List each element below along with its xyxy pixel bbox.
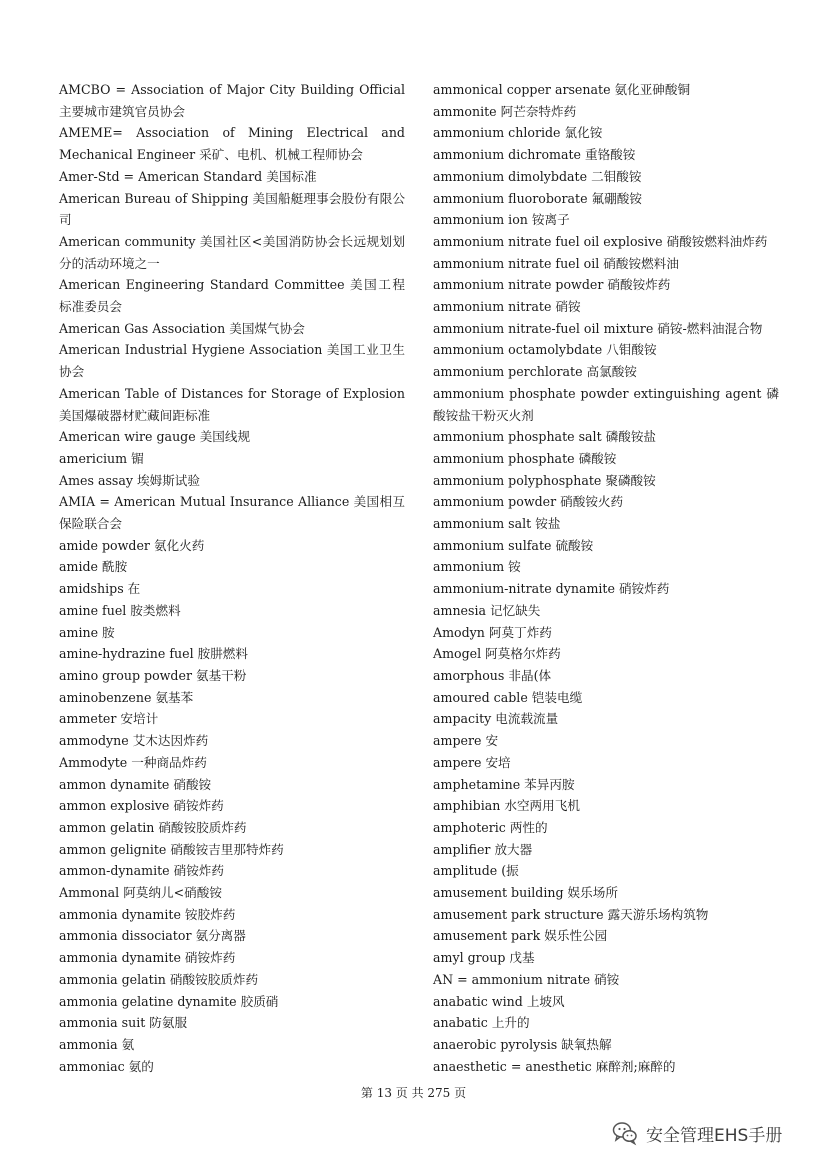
dictionary-entry: amphoteric 两性的 (433, 819, 548, 835)
dictionary-entry: ammonium nitrate-fuel oil mixture 硝铵-燃料油混合物 (433, 320, 763, 336)
right-column (433, 79, 779, 1077)
dictionary-entry: ammonium dichromate 重铬酸铵 (433, 147, 636, 163)
wechat-icon (612, 1120, 638, 1146)
dictionary-entry: ammonium phosphate 磷酸铵 (433, 450, 617, 466)
dictionary-entry: ammodyne 艾木达因炸药 (59, 733, 209, 749)
dictionary-entry: americium 镅 (59, 450, 144, 466)
dictionary-entry: anaerobic pyrolysis 缺氧热解 (433, 1036, 612, 1052)
dictionary-entry: Ames assay 埃姆斯试验 (59, 472, 200, 488)
dictionary-entry: ampacity 电流载流量 (433, 711, 559, 727)
page-number: 第 13 页 共 275 页 (360, 1086, 467, 1100)
dictionary-entry: ammoniac 氨的 (59, 1058, 154, 1074)
dictionary-entry: American Table of Distances for Storage of Explosion 美国爆破器材贮藏间距标准 (59, 385, 405, 423)
dictionary-entry: Ammonal 阿莫纳儿<硝酸铵 (59, 885, 222, 901)
dictionary-entry: anaesthetic = anesthetic 麻醉剂;麻醉的 (433, 1058, 676, 1074)
dictionary-entry: amusement park 娱乐性公园 (433, 928, 608, 944)
dictionary-entry: amorphous 非晶(体 (433, 667, 552, 683)
dictionary-entry: AN = ammonium nitrate 硝铵 (433, 971, 620, 987)
dictionary-entry: American Bureau of Shipping 美国船艇理事会股份有限公司 (59, 190, 405, 228)
dictionary-entry: ammonium phosphate powder extinguishing agent 磷酸铵盐干粉灭火剂 (433, 385, 779, 423)
dictionary-entry: ammon gelignite 硝酸铵吉里那特炸药 (59, 841, 284, 857)
dictionary-entry: American community 美国社区<美国消防协会长远规划划分的活动环境之一 (59, 233, 405, 271)
dictionary-entry: ammonium salt 铵盐 (433, 516, 561, 532)
dictionary-entry: amide 酰胺 (59, 559, 128, 575)
dictionary-entry: aminobenzene 氨基苯 (59, 689, 194, 705)
dictionary-entry: ammonium dimolybdate 二钼酸铵 (433, 168, 642, 184)
dictionary-entry: amoured cable 铠装电缆 (433, 689, 583, 705)
dictionary-entry: ammonia gelatine dynamite 胶质硝 (59, 993, 279, 1009)
dictionary-entry: ampere 安 (433, 733, 499, 749)
dictionary-entry: AMEME= Association of Mining Electrical and Mechanical Engineer 采矿、电机、机械工程师协会 (59, 125, 405, 163)
dictionary-entry: ammonium ion 铵离子 (433, 212, 570, 228)
dictionary-entry: ammonia gelatin 硝酸铵胶质炸药 (59, 971, 259, 987)
dictionary-entry: amine-hydrazine fuel 胺肼燃料 (59, 646, 248, 662)
dictionary-entry: amplifier 放大器 (433, 841, 533, 857)
dictionary-entry: ammonia dissociator 氨分离器 (59, 928, 246, 944)
dictionary-entry: amine fuel 胺类燃料 (59, 602, 181, 618)
dictionary-entry: ammonium phosphate salt 磷酸铵盐 (433, 429, 657, 445)
dictionary-entry: ammonia dynamite 硝铵炸药 (59, 950, 236, 966)
dictionary-entry: ammon dynamite 硝酸铵 (59, 776, 212, 792)
dictionary-entry: amyl group 戊基 (433, 950, 535, 966)
dictionary-entry: anabatic wind 上坡风 (433, 993, 565, 1009)
dictionary-entry: ammonium chloride 氯化铵 (433, 125, 603, 141)
dictionary-entry: ammeter 安培计 (59, 711, 159, 727)
watermark (612, 1118, 782, 1148)
dictionary-entry: ammonium powder 硝酸铵火药 (433, 494, 624, 510)
dictionary-entry: amusement building 娱乐场所 (433, 885, 618, 901)
dictionary-entry: anabatic 上升的 (433, 1015, 530, 1031)
dictionary-entry: ammonium-nitrate dynamite 硝铵炸药 (433, 581, 670, 597)
dictionary-entry: American wire gauge 美国线规 (59, 429, 251, 445)
dictionary-entry: ampere 安培 (433, 754, 511, 770)
dictionary-entry: Ammodyte 一种商品炸药 (59, 754, 207, 770)
dictionary-entry: ammonium nitrate powder 硝酸铵炸药 (433, 277, 671, 293)
dictionary-entry: ammonium octamolybdate 八钼酸铵 (433, 342, 657, 358)
watermark-text: 安全管理EHS手册 (646, 1125, 783, 1146)
dictionary-entry: ammonium nitrate fuel oil 硝酸铵燃料油 (433, 255, 679, 271)
dictionary-entry: amphetamine 苯异丙胺 (433, 776, 575, 792)
dictionary-entry: amide powder 氨化火药 (59, 537, 205, 553)
dictionary-entry: ammon gelatin 硝酸铵胶质炸药 (59, 819, 247, 835)
dictionary-entry: ammonical copper arsenate 氨化亚砷酸铜 (433, 82, 691, 97)
dictionary-entry: ammonium nitrate fuel oil explosive 硝酸铵燃料油炸药 (433, 233, 768, 249)
dictionary-entry: ammon-dynamite 硝铵炸药 (59, 863, 224, 879)
dictionary-entry: AMIA = American Mutual Insurance Alliance 美国相互保险联合会 (59, 494, 405, 532)
dictionary-entry: ammonium nitrate 硝铵 (433, 299, 581, 315)
dictionary-entry: ammonium fluoroborate 氟硼酸铵 (433, 190, 642, 206)
dictionary-entry: amidships 在 (59, 581, 141, 597)
dictionary-entry: amusement park structure 露天游乐场构筑物 (433, 906, 709, 922)
dictionary-entry: ammonium perchlorate 高氯酸铵 (433, 364, 637, 380)
dictionary-entry: Amodyn 阿莫丁炸药 (433, 624, 552, 640)
dictionary-entry: Amogel 阿莫格尔炸药 (433, 646, 561, 662)
left-column (59, 79, 405, 1077)
dictionary-entry: amphibian 水空两用飞机 (433, 798, 580, 814)
dictionary-entry: amnesia 记忆缺失 (433, 602, 541, 618)
dictionary-entry: ammonium polyphosphate 聚磷酸铵 (433, 472, 656, 488)
dictionary-entry: amine 胺 (59, 624, 115, 640)
dictionary-entry: ammonium sulfate 硫酸铵 (433, 537, 594, 553)
dictionary-entry: ammonia suit 防氨服 (59, 1015, 188, 1031)
dictionary-entry: American Industrial Hygiene Association 美国工业卫生协会 (59, 342, 405, 380)
dictionary-entry: ammonite 阿芒奈特炸药 (433, 103, 577, 119)
dictionary-entry: amplitude (振 (433, 863, 519, 879)
dictionary-entry: American Engineering Standard Committee 美国工程标准委员会 (59, 277, 405, 315)
dictionary-entry: American Gas Association 美国煤气协会 (59, 320, 305, 336)
dictionary-entry: amino group powder 氨基干粉 (59, 667, 247, 683)
dictionary-entry: AMCBO = Association of Major City Building Official 主要城市建筑官员协会 (59, 82, 405, 119)
dictionary-entry: ammon explosive 硝铵炸药 (59, 798, 224, 814)
dictionary-entry: ammonia dynamite 铵胶炸药 (59, 906, 236, 922)
dictionary-entry: ammonia 氨 (59, 1036, 135, 1052)
dictionary-entry: Amer-Std = American Standard 美国标准 (59, 168, 317, 184)
dictionary-entry: ammonium 铵 (433, 559, 521, 575)
